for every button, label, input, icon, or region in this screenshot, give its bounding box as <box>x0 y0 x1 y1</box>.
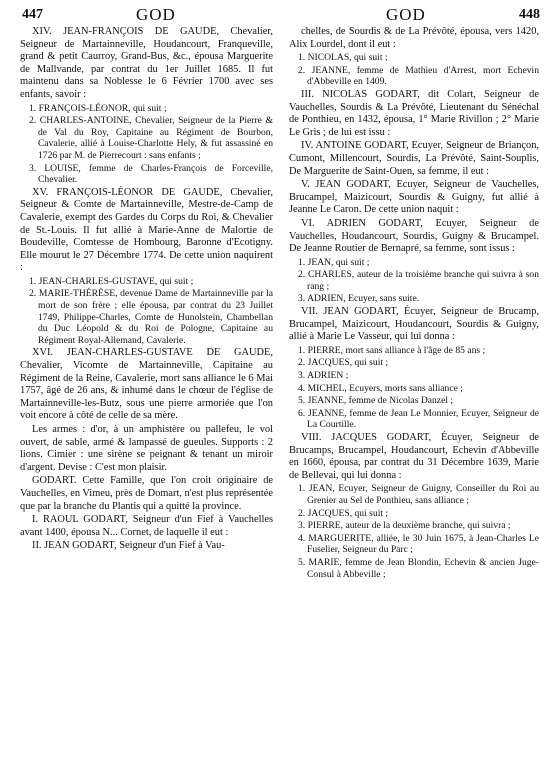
genealogy-child-item: 2. JEANNE, femme de Mathieu d'Arrest, mort Echevin d'Abbeville en 1409. <box>298 64 539 88</box>
genealogy-child-item: 3. PIERRE, auteur de la deuxième branche, qui suivra ; <box>298 520 511 532</box>
genealogy-paragraph: Les armes : d'or, à un amphistère ou pallefeu, le vol ouvert, de sable, armé & lampassé de gueules. Supports : 2 lions. Cimier : une sirène se peignant & tenant un miroir d'argent. Devise : C'est mon plaisir. <box>20 424 273 473</box>
genealogy-child-item: 1. JEAN-CHARLES-GUSTAVE, qui suit ; <box>29 275 194 287</box>
genealogy-child-item: 3. LOUISE, femme de Charles-François de Forceville, Chevalier. <box>29 162 273 186</box>
genealogy-paragraph: chelles, de Sourdis & de La Prévôté, épousa, vers 1420, Alix Lourdel, dont il eut : <box>289 26 539 50</box>
genealogy-paragraph: XV. FRANÇOIS-LÉONOR DE GAUDE, Chevalier, Seigneur & Comte de Martainneville, Mestre-de-Camp de Cavalerie, exempt des Gardes du Corps du Roi, & Chevalier de St.-Louis. Il fut allié à Marie-Anne de Malortie de Boudeville, Comtesse de Hombourg, Baronne d'Ecotigny. Elle mourut le 27 Décembre 1774. De cette union naquirent : <box>20 186 273 274</box>
genealogy-child-item: 2. JACQUES, qui suit ; <box>298 357 389 369</box>
genealogy-paragraph: VII. JEAN GODART, Écuyer, Seigneur de Brucamp, Brucampel, Maizicourt, Houdancourt, Sourdis & Guigny, allié à Marie Le Vasseur, qui lui donna : <box>289 306 539 343</box>
genealogy-child-item: 1. FRANÇOIS-LÉONOR, qui suit ; <box>29 102 167 114</box>
left-running-title: GOD <box>136 5 176 24</box>
left-text-column <box>20 26 273 554</box>
genealogy-child-item: 2. MARIE-THÉRÈSE, devenue Dame de Martainneville par la mort de son frère ; elle épousa, par contrat du 23 Juillet 1749, Philippe-Charles, Comte de Hunolstein, Chambellan du Duc Léopold & du Roi de Pologne, Capitaine au Régiment Royal-Allemand, Cavalerie. <box>29 288 273 346</box>
right-page-number: 448 <box>519 7 540 22</box>
genealogy-paragraph: IV. ANTOINE GODART, Ecuyer, Seigneur de Briançon, Cumont, Millencourt, Sourdis, La Prévôté, Saint-Souplis, De Marguerite de Saint-Ouen, sa femme, il eut : <box>289 140 539 177</box>
genealogy-paragraph: XVI. JEAN-CHARLES-GUSTAVE DE GAUDE, Chevalier, Vicomte de Martainneville, Capitaine au Régiment de la Reine, Cavalerie, mort sans alliance le 6 Mai 1757, âgé de 26 ans, & inhumé dans le chœur de l'église de Martainneville-les-Butz, sous une pierre armoriée que l'on voit encore à côté de celle de sa mère. <box>20 347 273 422</box>
genealogy-child-item: 2. JACQUES, qui suit ; <box>298 507 389 519</box>
genealogy-paragraph: GODART. Cette Famille, que l'on croit originaire de Vauchelles, en Vimeu, près de Domart, n'est plus représentée que par la branche du Plantis qui a quitté la province. <box>20 475 273 512</box>
genealogy-child-item: 3. ADRIEN, Ecuyer, sans suite. <box>298 293 420 305</box>
genealogy-child-item: 5. JEANNE, femme de Nicolas Danzel ; <box>298 395 454 407</box>
genealogy-child-item: 1. NICOLAS, qui suit ; <box>298 52 388 64</box>
genealogy-paragraph: VIII. JACQUES GODART, Écuyer, Seigneur de Brucamps, Brucampel, Houdancourt, Echevin d'Abbeville en 1660, épousa, par contrat du 31 Décembre 1639, Marie de Bellevai, qui lui donna : <box>289 432 539 481</box>
right-text-column <box>289 26 539 581</box>
genealogy-child-item: 2. CHARLES-ANTOINE, Chevalier, Seigneur de la Pierre & de Val du Roy, Capitaine au Régiment de Bourbon, Cavalerie, allié à Louise-Charlotte Hely, & fut assassiné en 1726 par M. de Pierrecourt : sans enfants ; <box>29 115 273 161</box>
genealogy-child-item: 3. ADRIEN ; <box>298 370 349 382</box>
genealogy-child-item: 4. MARGUERITE, alliée, le 30 Juin 1675, à Jean-Charles Le Fuselier, Seigneur du Parc ; <box>298 532 539 556</box>
genealogy-paragraph: V. JEAN GODART, Ecuyer, Seigneur de Vauchelles, Brucampel, Maizicourt, Sourdis & Guigny, fut allié à Jeanne Le Caron. De cette union naquit : <box>289 179 539 216</box>
genealogy-paragraph: I. RAOUL GODART, Seigneur d'un Fief à Vauchelles avant 1400, épousa N... Cornet, de laquelle il eut : <box>20 514 273 538</box>
left-page-number: 447 <box>22 7 43 22</box>
genealogy-child-item: 1. PIERRE, mort sans alliance à l'âge de 85 ans ; <box>298 344 486 356</box>
genealogy-paragraph: VI. ADRIEN GODART, Ecuyer, Seigneur de Vauchelles, Houdancourt, Sourdis, Guigny & Brucampel. De Jeanne Routier de Bernapré, sa femme, sont issus : <box>289 217 539 255</box>
genealogy-child-item: 4. MICHEL, Ecuyers, morts sans alliance ; <box>298 382 463 394</box>
genealogy-child-item: 2. CHARLES, auteur de la troisième branche qui suivra à son rang ; <box>298 269 539 292</box>
genealogy-child-item: 6. JEANNE, femme de Jean Le Monnier, Ecuyer, Seigneur de La Courtille. <box>298 407 539 431</box>
genealogy-child-item: 1. JEAN, qui suit ; <box>298 256 370 268</box>
genealogy-child-item: 5. MARIE, femme de Jean Blondin, Echevin & ancien Juge-Consul à Abbeville ; <box>298 556 539 580</box>
genealogy-paragraph: III. NICOLAS GODART, dit Colart, Seigneur de Vauchelles, Sourdis & La Prévôté, Lieutenant du Sénéchal de Ponthieu, en 1432, épousa, 1° Marie Rivillon ; 2° Marie Le Gris ; de lui est issu : <box>289 88 539 138</box>
right-running-title: GOD <box>386 5 426 24</box>
genealogy-paragraph: II. JEAN GODART, Seigneur d'un Fief à Vau- <box>32 540 225 552</box>
genealogy-child-item: 1. JEAN, Ecuyer, Seigneur de Guigny, Conseiller du Roi au Grenier au Sel de Ponthieu, sans alliance ; <box>298 483 539 506</box>
running-header <box>0 4 554 26</box>
genealogy-paragraph: XIV. JEAN-FRANÇOIS DE GAUDE, Chevalier, Seigneur de Martainneville, Houdancourt, Franqueville, grand & petit Caurroy, Grand-Bus, &c., épousa Marguerite de Mallvande, par contrat du 1er Juillet 1685. Il fut maintenu dans sa Noblesse le 6 Février 1700 avec ses enfants, savoir : <box>20 26 273 100</box>
